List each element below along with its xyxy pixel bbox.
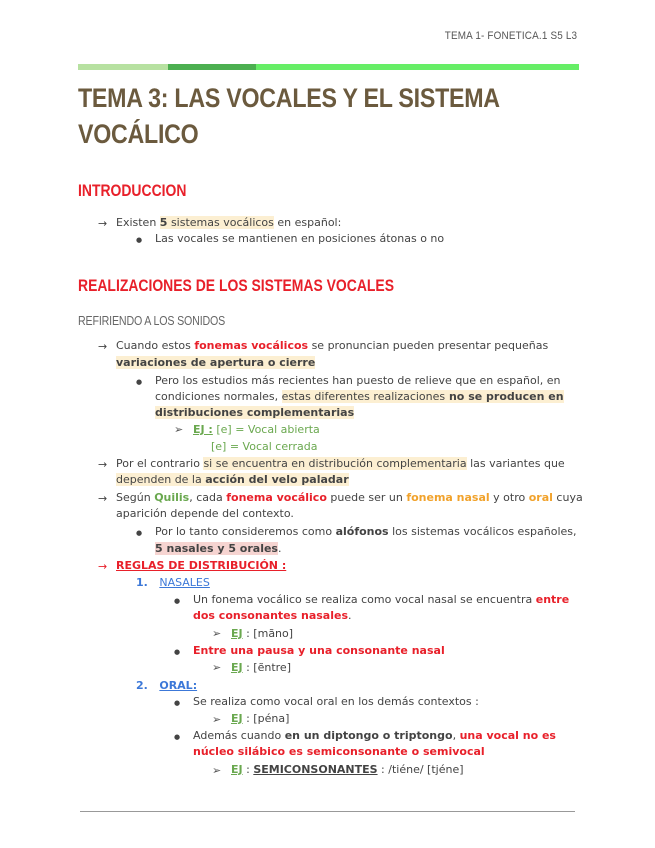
paragraph-3-line-1: Por el contrario si se encuentra en distribución complementaria las variantes que xyxy=(116,457,565,470)
paragraph-1-line-1: Cuando estos fonemas vocálicos se pronuncian pueden presentar pequeñas xyxy=(116,339,549,352)
arrow-icon: → xyxy=(98,217,108,230)
bullet-icon: ● xyxy=(136,378,143,386)
paragraph-1-line-2: variaciones de apertura o cierre xyxy=(116,356,316,369)
rules-heading: REGLAS DE DISTRIBUCIÓN : xyxy=(116,559,287,572)
nasales-item: 1. NASALES xyxy=(136,576,210,589)
paragraph-2-line-2: condiciones normales, estas diferentes realizaciones no se producen en xyxy=(155,390,564,403)
bullet-icon: ● xyxy=(174,648,181,656)
bar-segment-bright xyxy=(256,64,579,70)
nasales-line-3: Entre una pausa y una consonante nasal xyxy=(193,644,445,657)
chevron-right-icon: ➢ xyxy=(212,713,222,726)
paragraph-3-line-2: dependen de la acción del velo paladar xyxy=(116,473,349,486)
intro-line-1: Existen 5 sistemas vocálicos en español: xyxy=(116,216,342,229)
example-1-line-2: [e] = Vocal cerrada xyxy=(211,440,318,453)
paragraph-2-line-3: distribuciones complementarias xyxy=(155,406,355,419)
bullet-icon: ● xyxy=(174,733,181,741)
bullet-icon: ● xyxy=(136,529,143,537)
arrow-icon: → xyxy=(98,560,108,573)
bullet-icon: ● xyxy=(174,699,181,707)
realizaciones-heading: REALIZACIONES DE LOS SISTEMAS VOCALES xyxy=(78,276,395,295)
running-header: TEMA 1- FONETICA.1 S5 L3 xyxy=(444,30,577,42)
bar-segment-light xyxy=(78,64,168,70)
example-5: EJ : SEMICONSONANTES : /tiéne/ [tjéne] xyxy=(231,763,464,776)
chevron-right-icon: ➢ xyxy=(212,627,222,640)
realizaciones-subheading: REFIRIENDO A LOS SONIDOS xyxy=(78,313,226,328)
example-2: EJ : [mãno] xyxy=(231,627,294,640)
arrow-icon: → xyxy=(98,492,108,505)
bar-segment-green xyxy=(168,64,256,70)
paragraph-5-line-1: Por lo tanto consideremos como alófonos los sistemas vocálicos españoles, xyxy=(155,525,577,538)
oral-item: 2. ORAL: xyxy=(136,679,198,692)
document-title: TEMA 3: LAS VOCALES Y EL SISTEMA VOCÁLICO xyxy=(78,83,499,149)
example-4: EJ : [péna] xyxy=(231,712,290,725)
oral-line-2: Además cuando en un diptongo o triptongo, una vocal no es xyxy=(193,729,556,742)
chevron-right-icon: ➢ xyxy=(212,661,222,674)
chevron-right-icon: ➢ xyxy=(174,423,184,436)
paragraph-5-line-2: 5 nasales y 5 orales. xyxy=(155,542,282,555)
oral-line-1: Se realiza como vocal oral en los demás contextos : xyxy=(193,695,479,708)
footer-divider xyxy=(80,811,575,812)
paragraph-4-line-1: Según Quilis, cada fonema vocálico puede ser un fonema nasal y otro oral cuya xyxy=(116,491,583,504)
paragraph-2-line-1: Pero los estudios más recientes han puesto de relieve que en español, en xyxy=(155,374,561,387)
arrow-icon: → xyxy=(98,458,108,471)
example-3: EJ : [ẽntre] xyxy=(231,661,291,674)
chevron-right-icon: ➢ xyxy=(212,764,222,777)
oral-line-3: núcleo silábico es semiconsonante o semivocal xyxy=(193,745,485,758)
intro-heading: INTRODUCCION xyxy=(78,181,187,200)
bullet-icon: ● xyxy=(136,236,143,244)
paragraph-4-line-2: aparición depende del contexto. xyxy=(116,507,294,520)
header-color-bar xyxy=(78,64,579,70)
intro-line-2: Las vocales se mantienen en posiciones átonas o no xyxy=(155,232,445,245)
example-1-line-1: EJ : [e] = Vocal abierta xyxy=(193,423,320,436)
nasales-line-1: Un fonema vocálico se realiza como vocal nasal se encuentra entre xyxy=(193,593,570,606)
bullet-icon: ● xyxy=(174,597,181,605)
nasales-line-2: dos consonantes nasales. xyxy=(193,609,352,622)
arrow-icon: → xyxy=(98,340,108,353)
